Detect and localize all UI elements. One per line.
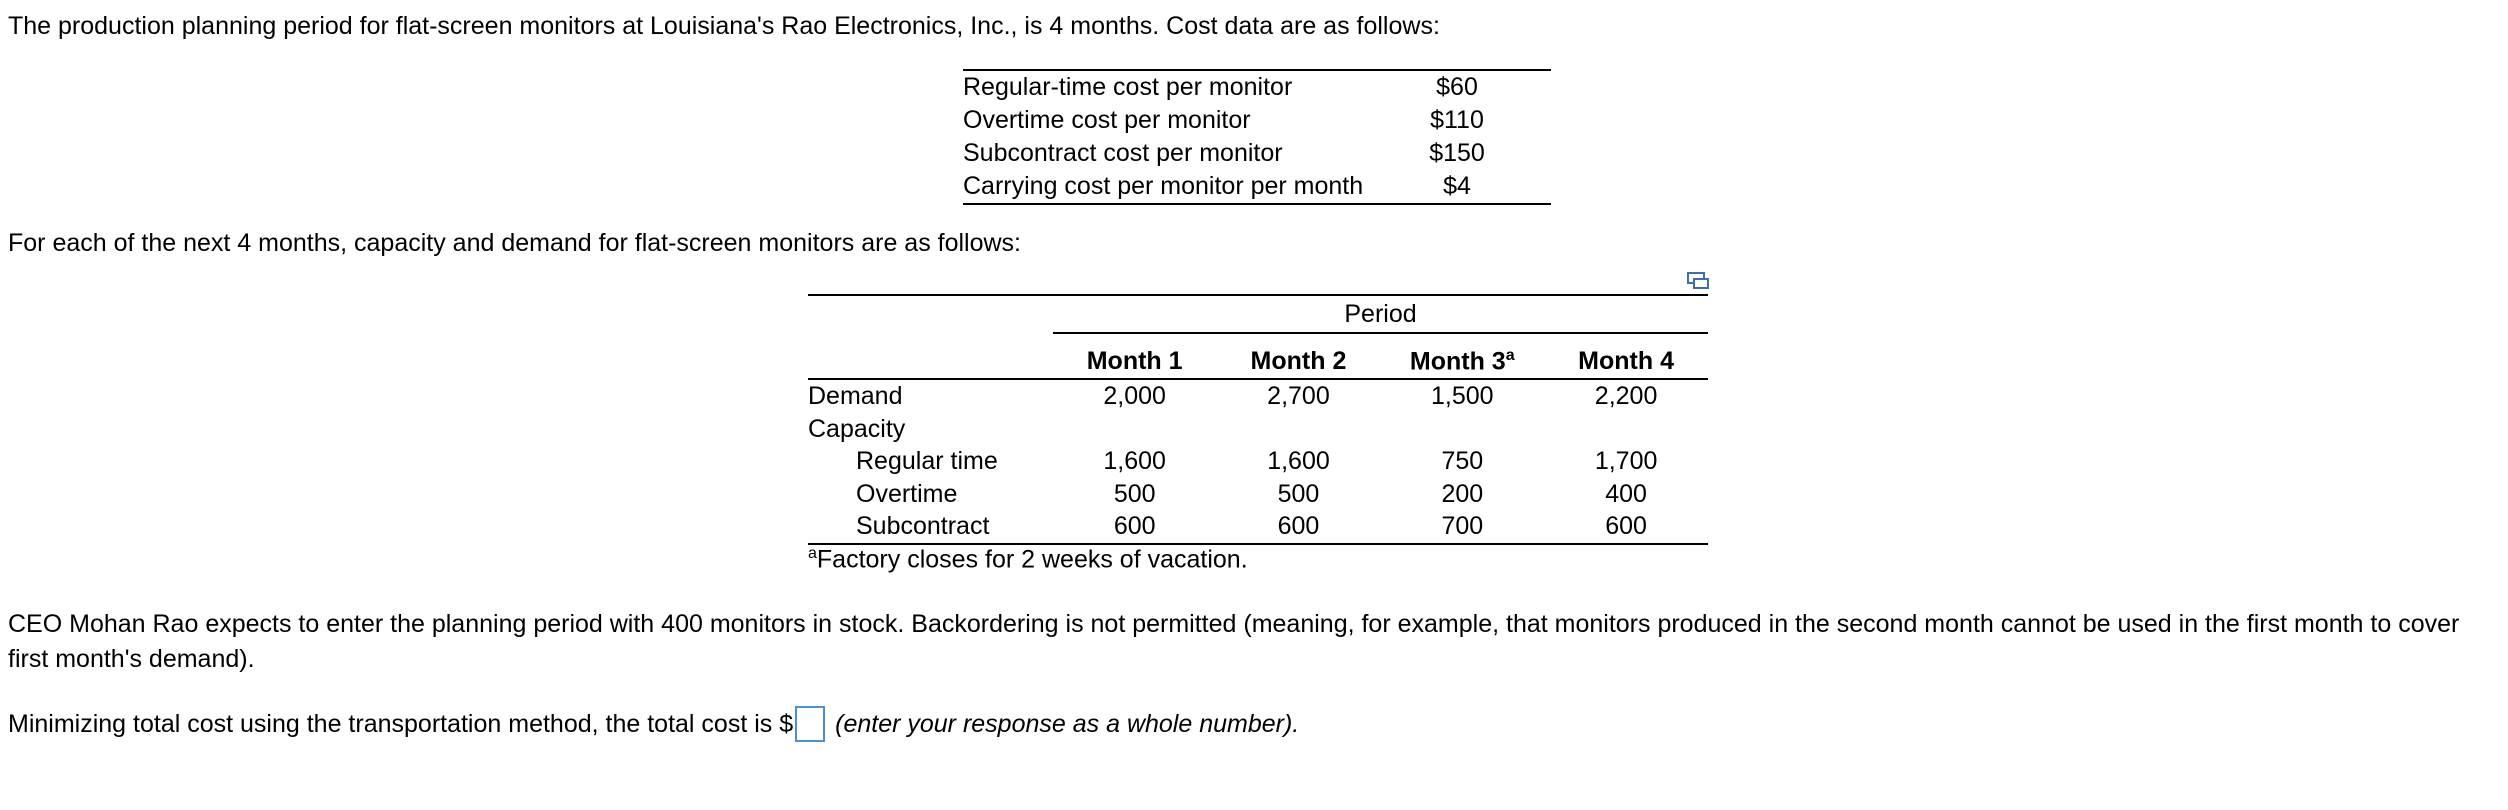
table-cell: 2,000 — [1103, 382, 1166, 410]
month-header: Month 4 — [1578, 347, 1674, 375]
table-footnote — [808, 545, 1248, 574]
cost-label: Overtime cost per monitor — [963, 106, 1251, 134]
cost-table — [963, 69, 1551, 205]
for-each-text: For each of the next 4 months, capacity and demand for flat-screen monitors are as follows: — [8, 229, 1022, 257]
table-row-demand — [808, 380, 1708, 413]
month-header-row — [808, 334, 1708, 380]
copy-icon[interactable] — [1686, 271, 1710, 291]
row-label: Overtime — [856, 479, 958, 508]
table-cell: 400 — [1605, 479, 1647, 508]
cost-label: Regular-time cost per monitor — [963, 73, 1293, 101]
cost-label: Subcontract cost per monitor — [963, 139, 1283, 167]
capacity-table — [808, 294, 1708, 545]
footnote-text: Factory closes for 2 weeks of vacation. — [816, 545, 1248, 574]
table-cell: 750 — [1441, 447, 1484, 475]
cost-label: Carrying cost per monitor per month — [963, 172, 1364, 200]
answer-hint: (enter your response as a whole number). — [835, 709, 1300, 738]
cost-value: $150 — [1429, 139, 1485, 167]
cost-row — [963, 104, 1551, 137]
row-label: Regular time — [856, 447, 998, 475]
table-cell: 600 — [1277, 512, 1320, 540]
month-header: Month 2 — [1250, 347, 1347, 375]
table-row-capacity — [808, 413, 1708, 446]
ceo-text: CEO Mohan Rao expects to enter the planning period with 400 monitors in stock. Backordering is not permitted (meaning, for example, that monitors produced in the second month cannot be used in the first month to cover first month's demand). — [8, 610, 2460, 673]
table-cell: 1,500 — [1430, 382, 1494, 410]
cost-row — [963, 170, 1551, 203]
table-cell: 1,600 — [1103, 447, 1166, 475]
table-cell: 1,700 — [1594, 447, 1658, 475]
table-cell: 600 — [1113, 512, 1156, 540]
table-row-overtime — [808, 478, 1708, 511]
table-cell: 200 — [1441, 479, 1484, 508]
cost-row — [963, 71, 1551, 104]
month-header: Month 3$^a$ — [1409, 346, 1515, 375]
table-cell: 2,200 — [1594, 382, 1658, 410]
cost-row — [963, 137, 1551, 170]
table-cell: 500 — [1113, 479, 1156, 508]
table-cell: 600 — [1605, 512, 1647, 540]
period-header: Period — [1053, 296, 1708, 334]
row-label: Subcontract — [856, 512, 990, 540]
answer-line — [8, 706, 1299, 742]
row-label: Demand — [808, 382, 903, 410]
intro-text: The production planning period for flat-screen monitors at Louisiana's Rao Electronics, Inc., is 4 months. Cost data are as follows: — [8, 12, 1440, 40]
table-cell: 1,600 — [1267, 447, 1330, 475]
month-header: Month 1 — [1086, 347, 1183, 375]
footnote-marker: a — [808, 545, 817, 562]
answer-input[interactable] — [795, 706, 825, 742]
table-cell: 500 — [1277, 479, 1320, 508]
answer-prefix: Minimizing total cost using the transportation method, the total cost is $ — [8, 709, 794, 738]
table-row-subcontract — [808, 510, 1708, 543]
cost-value: $110 — [1430, 106, 1484, 134]
table-cell: 2,700 — [1267, 382, 1330, 410]
cost-value: $4 — [1443, 172, 1471, 200]
row-label: Capacity — [808, 414, 906, 443]
table-row-regular — [808, 445, 1708, 478]
footnote-superscript: a — [1505, 346, 1515, 364]
cost-value: $60 — [1436, 73, 1478, 101]
table-cell: 700 — [1441, 512, 1484, 540]
